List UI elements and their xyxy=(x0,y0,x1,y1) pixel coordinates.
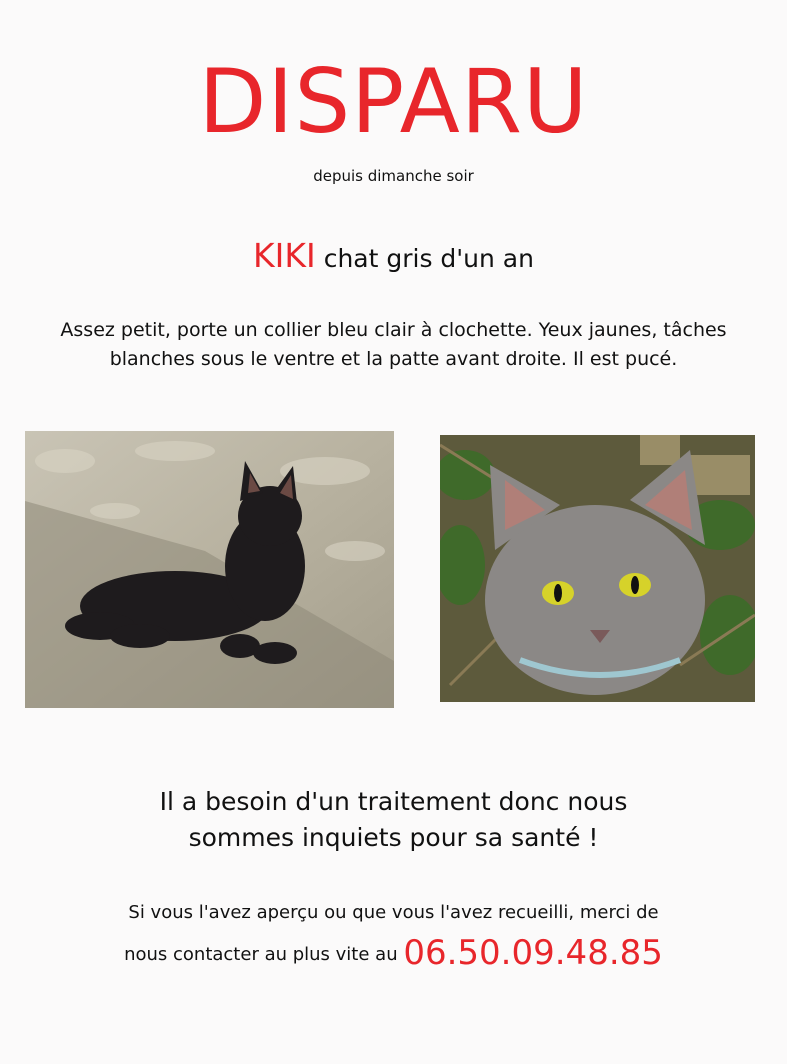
health-warning xyxy=(0,784,787,856)
health-warning-line2: sommes inquiets pour sa santé ! xyxy=(188,823,599,852)
missing-since: depuis dimanche soir xyxy=(313,167,474,185)
contact-text xyxy=(30,893,757,975)
contact-line2 xyxy=(30,933,757,975)
photo-cat-closeup xyxy=(440,435,755,702)
cat-subtitle: chat gris d'un an xyxy=(323,244,534,273)
phone-number[interactable]: 06.50.09.48.85 xyxy=(403,933,663,973)
health-warning-line1: Il a besoin d'un traitement donc nous xyxy=(159,787,628,816)
contact-prompt: nous contacter au plus vite au xyxy=(124,944,398,965)
cat-heading xyxy=(0,236,787,279)
cat-name: KIKI xyxy=(253,236,316,275)
photo-cat-lying xyxy=(25,431,394,708)
poster-title: DISPARU xyxy=(198,50,589,153)
cat-description: Assez petit, porte un collier bleu clair à clochette. Yeux jaunes, tâches blanches sous le ventre et la patte avant droite. Il est pucé. xyxy=(60,319,727,370)
contact-line1: Si vous l'avez aperçu ou que vous l'avez recueilli, merci de xyxy=(128,902,659,923)
